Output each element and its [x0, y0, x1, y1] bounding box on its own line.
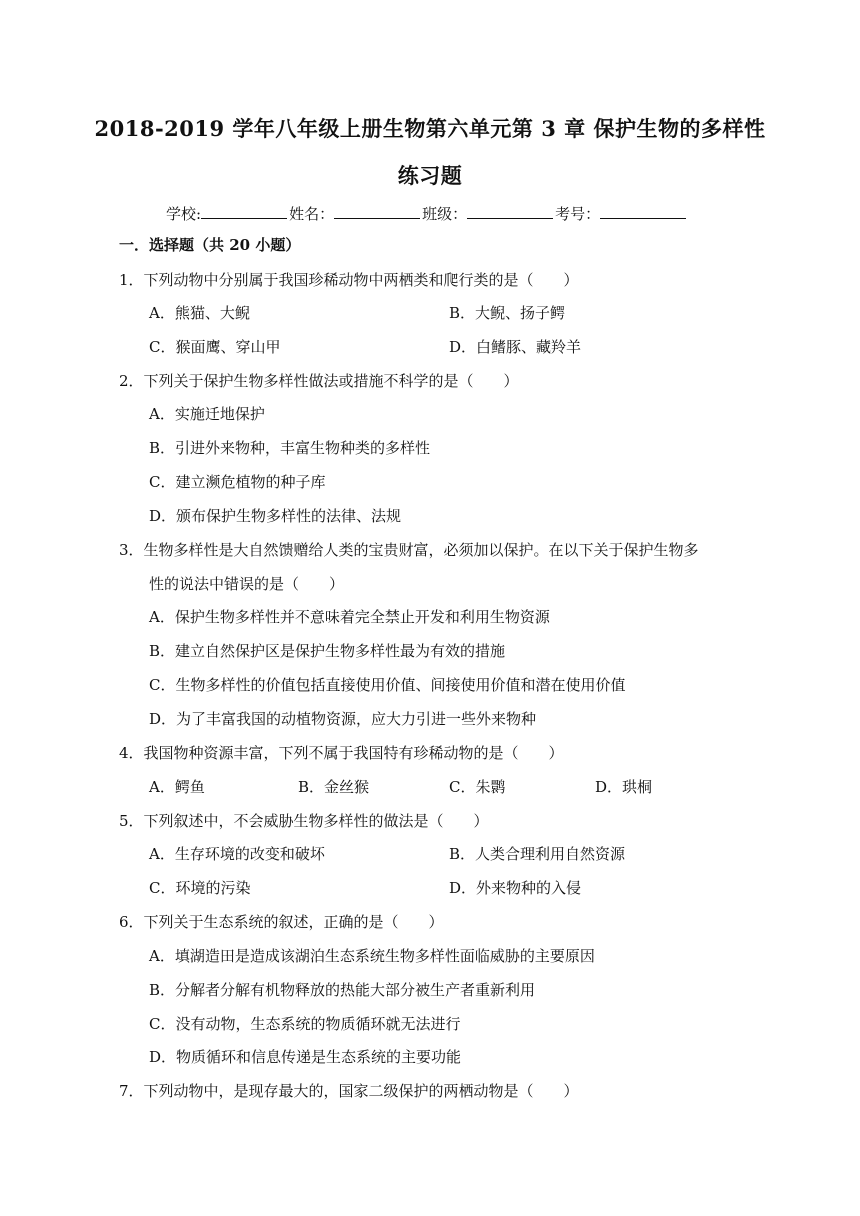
question-3-option-c: C．生物多样性的价值包括直接使用价值、间接使用价值和潜在使用价值	[149, 676, 626, 694]
exam-no-blank	[600, 204, 686, 219]
question-1-option-d: D．白鳍豚、藏羚羊	[449, 338, 582, 356]
question-1-option-c: C．猴面鹰、穿山甲	[149, 338, 281, 356]
name-label: 姓名：	[289, 205, 335, 223]
question-3-stem-continued: 性的说法中错误的是（ ）	[149, 575, 345, 593]
question-2-option-b: B．引进外来物种，丰富生物种类的多样性	[149, 439, 431, 457]
class-blank	[467, 204, 553, 219]
question-2-option-a: A．实施迁地保护	[149, 405, 265, 423]
question-2-option-c: C．建立濒危植物的种子库	[149, 473, 326, 491]
question-1-option-b: B．大鲵、扬子鳄	[449, 304, 566, 322]
question-4-option-a: A．鳄鱼	[149, 778, 205, 796]
student-info-row	[166, 203, 688, 224]
question-6-option-a: A．填湖造田是造成该湖泊生态系统生物多样性面临威胁的主要原因	[149, 947, 595, 965]
question-7-stem: 7．下列动物中，是现存最大的，国家二级保护的两栖动物是（ ）	[119, 1082, 579, 1100]
name-blank	[334, 204, 420, 219]
question-5-stem: 5．下列叙述中，不会威胁生物多样性的做法是（ ）	[119, 812, 489, 830]
section-heading: 一．选择题（共 20 小题）	[119, 236, 301, 254]
exam-no-label: 考号：	[555, 205, 601, 223]
school-label: 学校:	[166, 205, 202, 223]
question-4-option-d: D．珙桐	[595, 778, 653, 796]
question-2-option-d: D．颁布保护生物多样性的法律、法规	[149, 507, 402, 525]
question-4-option-c: C．朱鹮	[449, 778, 506, 796]
question-4-stem: 4．我国物种资源丰富，下列不属于我国特有珍稀动物的是（ ）	[119, 744, 564, 762]
question-6-option-b: B．分解者分解有机物释放的热能大部分被生产者重新利用	[149, 981, 536, 999]
question-3-option-a: A．保护生物多样性并不意味着完全禁止开发和利用生物资源	[149, 608, 550, 626]
question-2-stem: 2．下列关于保护生物多样性做法或措施不科学的是（ ）	[119, 372, 519, 390]
document-subtitle: 练习题	[397, 163, 463, 188]
question-5-option-d: D．外来物种的入侵	[449, 879, 582, 897]
document-title: 2018-2019 学年八年级上册生物第六单元第 3 章 保护生物的多样性	[94, 116, 766, 141]
question-4-option-b: B．金丝猴	[298, 778, 370, 796]
question-1-stem: 1．下列动物中分别属于我国珍稀动物中两栖类和爬行类的是（ ）	[119, 271, 579, 289]
question-3-option-b: B．建立自然保护区是保护生物多样性最为有效的措施	[149, 642, 506, 660]
question-6-option-d: D．物质循环和信息传递是生态系统的主要功能	[149, 1048, 462, 1066]
school-blank	[201, 204, 287, 219]
question-5-option-a: A．生存环境的改变和破坏	[149, 845, 325, 863]
question-3-option-d: D．为了丰富我国的动植物资源，应大力引进一些外来物种	[149, 710, 537, 728]
class-label: 班级：	[422, 205, 468, 223]
question-5-option-c: C．环境的污染	[149, 879, 251, 897]
question-6-option-c: C．没有动物，生态系统的物质循环就无法进行	[149, 1015, 461, 1033]
question-3-stem: 3．生物多样性是大自然馈赠给人类的宝贵财富，必须加以保护。在以下关于保护生物多	[119, 541, 699, 559]
question-1-option-a: A．熊猫、大鲵	[149, 304, 250, 322]
question-6-stem: 6．下列关于生态系统的叙述，正确的是（ ）	[119, 913, 444, 931]
question-5-option-b: B．人类合理利用自然资源	[449, 845, 626, 863]
